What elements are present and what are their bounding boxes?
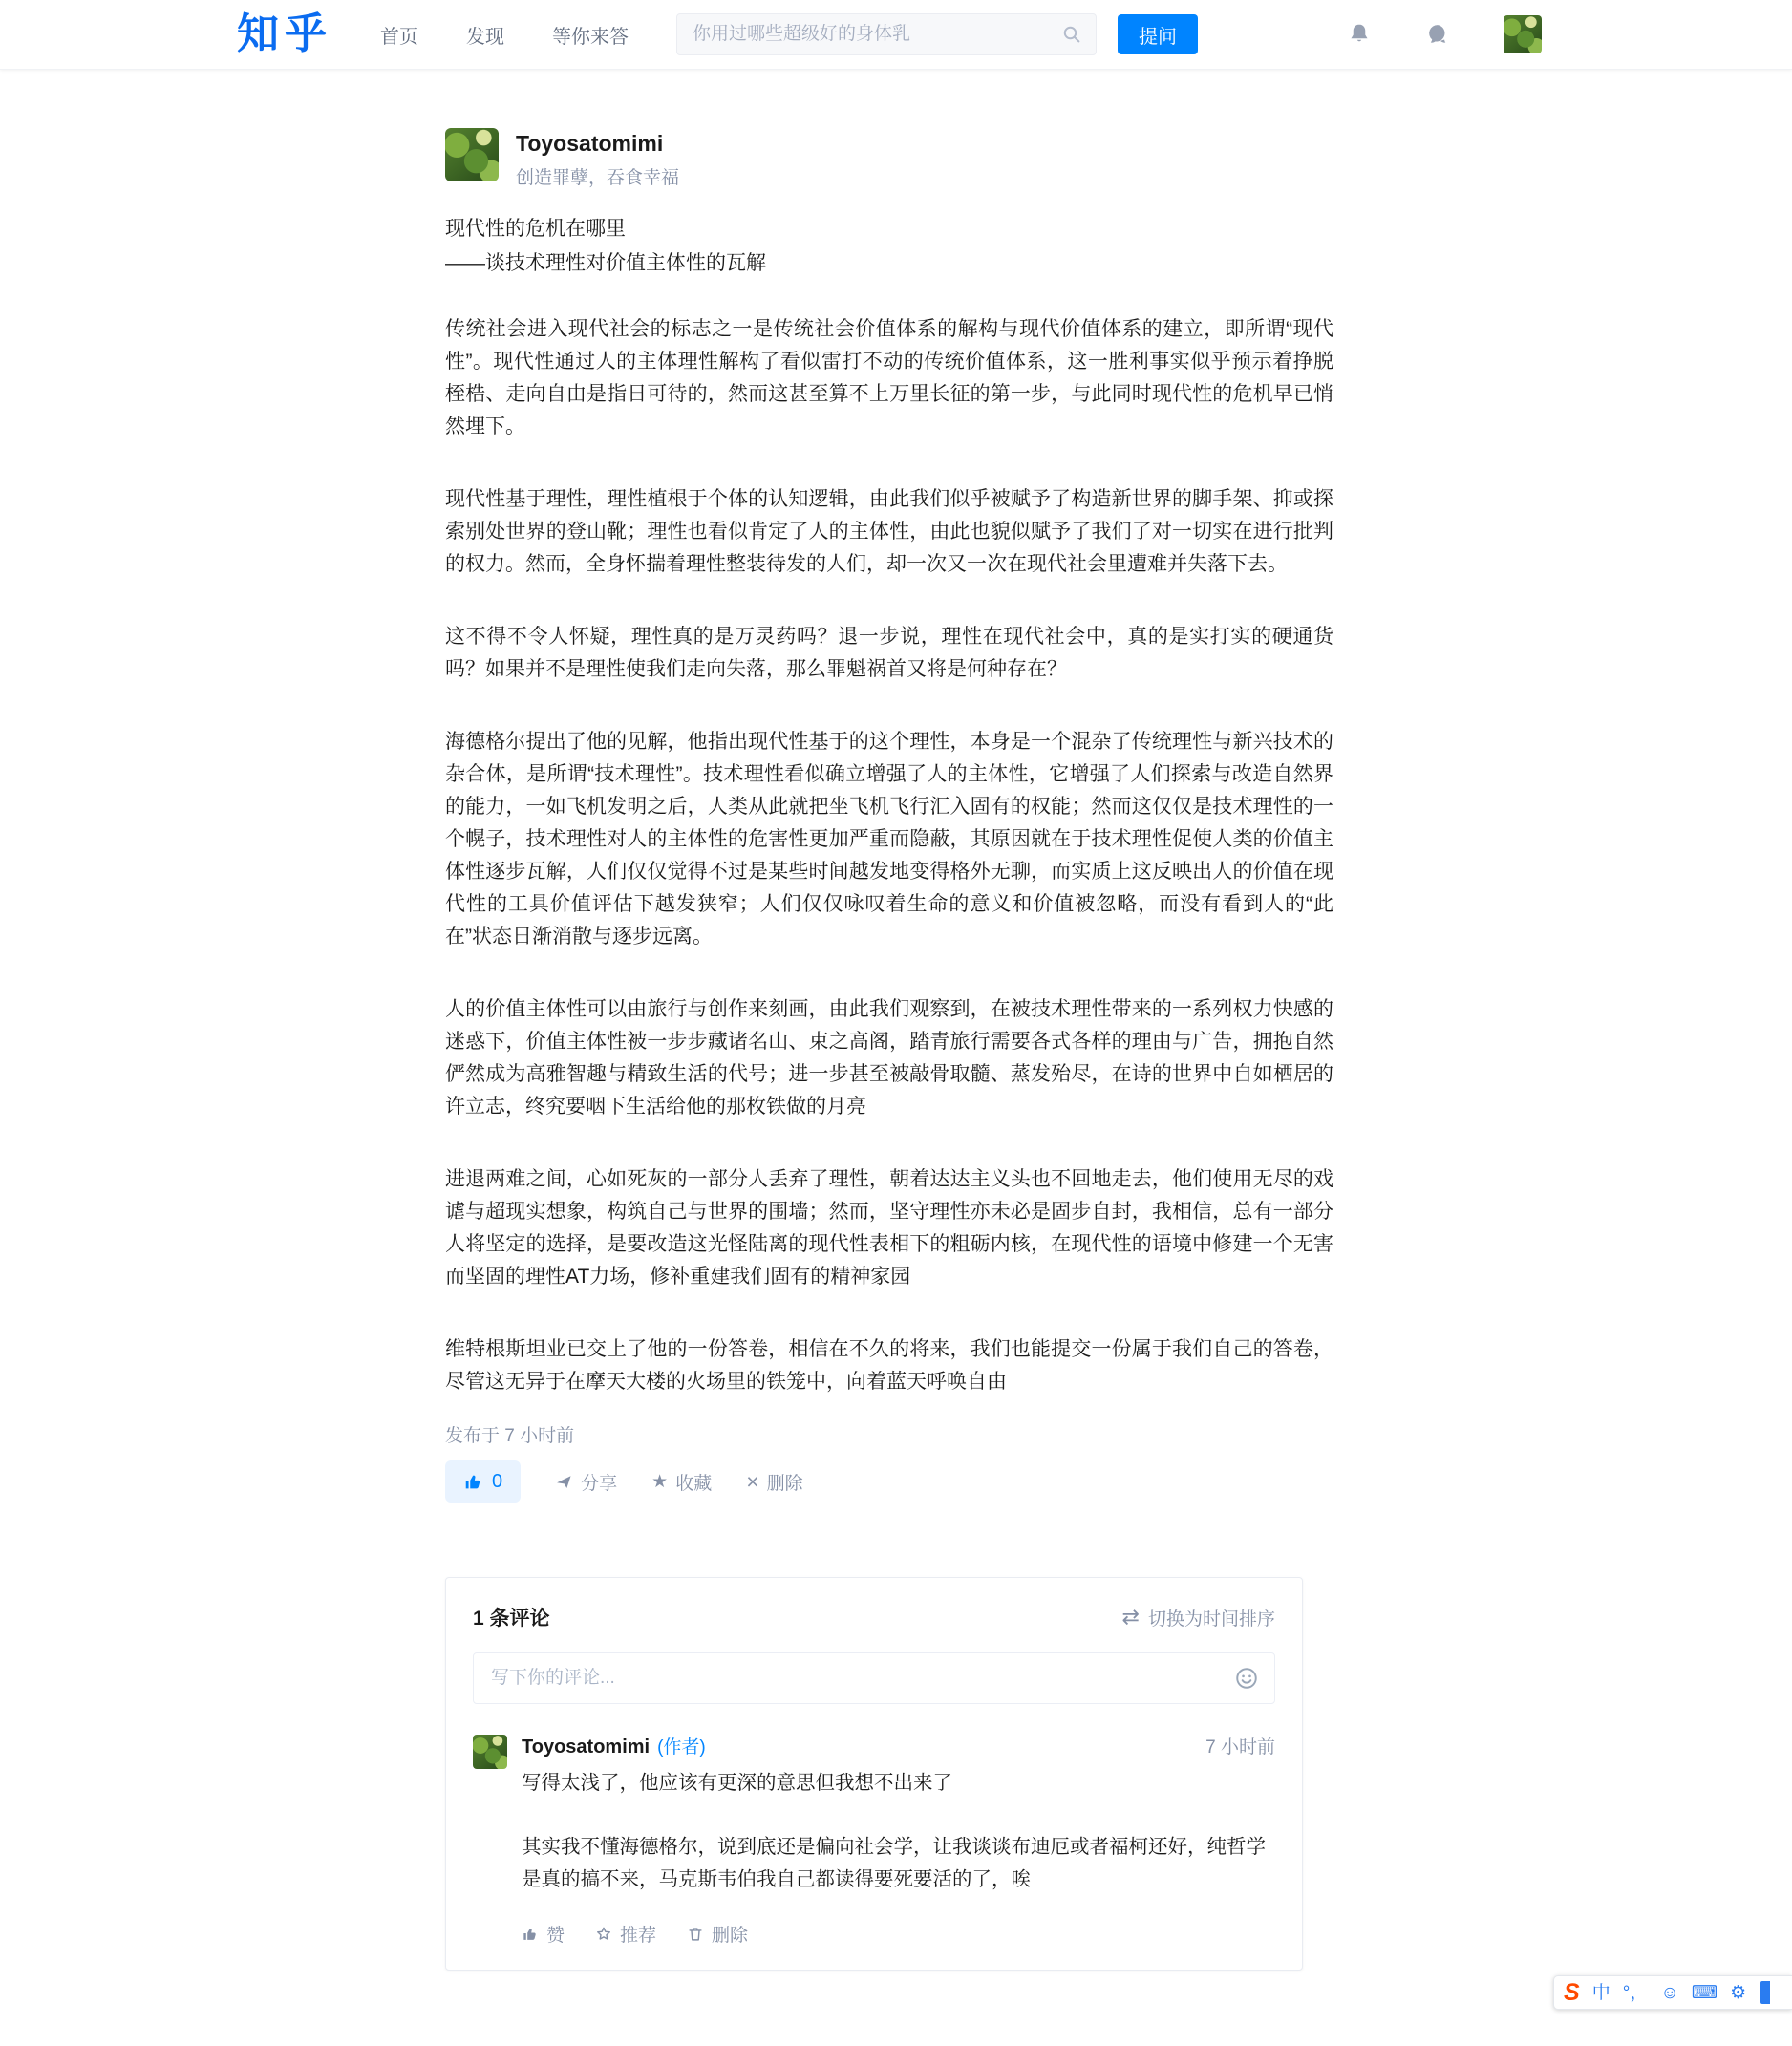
zhihu-logo[interactable]: 知乎 [237,11,332,57]
comment-paragraph: 其实我不懂海德格尔，说到底还是偏向社会学，让我谈谈布迪厄或者福柯还好，纯哲学是真的搞不来，马克斯韦伯我自己都读得要死要活的了，唉 [522,1836,1266,1890]
comment-actions [522,1921,1275,1947]
post-title-line-2: ——谈技术理性对价值主体性的瓦解 [445,252,766,274]
delete-label: 删除 [766,1473,803,1494]
comment-like-label: 赞 [546,1926,565,1946]
emoji-icon[interactable] [1234,1666,1259,1691]
trash-icon [687,1926,704,1943]
share-button[interactable] [555,1469,617,1495]
post-paragraph: 维特根斯坦业已交上了他的一份答卷，相信在不久的将来，我们也能提交一份属于我们自己的答卷，尽管这无异于在摩天大楼的火场里的铁笼中，向着蓝天呼唤自由 [445,1338,1333,1393]
comment-delete-button[interactable] [687,1921,748,1947]
comments-count: 1 条评论 [473,1608,550,1630]
comment-like-button[interactable] [522,1921,565,1947]
publish-time: 发布于 7 小时前 [445,1426,575,1446]
share-label: 分享 [581,1473,618,1494]
nav-questions[interactable]: 等你来答 [552,26,629,48]
post-title [445,212,1333,281]
share-icon [555,1473,573,1491]
ime-toolbar [1553,1975,1792,2010]
comment-recommend-label: 推荐 [620,1926,657,1946]
nav-discover[interactable]: 发现 [466,26,504,48]
post-title-line-1: 现代性的危机在哪里 [445,218,626,240]
thumb-up-icon [463,1472,483,1492]
comment-input[interactable] [489,1667,1234,1690]
post-paragraph: 传统社会进入现代社会的标志之一是传统社会价值体系的解构与现代价值体系的建立，即所谓“现代性”。现代性通过人的主体理性解构了看似雷打不动的传统价值体系，这一胜利事实似乎预示着挣脱桎梏、走向自由是指日可待的，然而这甚至算不上万里长征的第一步，与此同时现代性的危机早已悄然埋下。 [445,318,1333,437]
swap-arrows-icon: ⇄ [1121,1605,1140,1629]
sort-toggle-button[interactable] [1122,1605,1275,1630]
comment-text [522,1767,1275,1896]
sogou-logo-icon[interactable]: S [1564,1978,1580,2006]
ime-handle[interactable] [1760,1981,1770,2004]
author-badge: (作者) [657,1737,706,1758]
post-paragraph: 海德格尔提出了他的见解，他指出现代性基于的这个理性，本身是一个混杂了传统理性与新兴技术的杂合体，是所谓“技术理性”。技术理性看似确立增强了人的主体性，它增强了人们探索与改造自然界的能力，一如飞机发明之后，人类从此就把坐飞机飞行汇入固有的权能；然而这仅仅是技术理性的一个幌子，技术理性对人的主体性的危害性更加严重而隐蔽，其原因就在于技术理性促使人类的价值主体性逐步瓦解，人们仅仅觉得不过是某些时间越发地变得格外无聊，而实质上这反映出人的价值在现代性的工具价值评估下越发狭窄；人们仅仅咏叹着生命的意义和价值被忽略，而没有看到人的“此在”状态日渐消散与逐步远离。 [445,731,1333,948]
comment-delete-label: 删除 [712,1926,749,1946]
search-icon[interactable] [1061,24,1082,45]
like-count: 0 [492,1470,503,1492]
author-bio: 创造罪孽，吞食幸福 [516,168,680,188]
ime-emoji-icon[interactable]: ☺ [1660,1982,1679,2003]
delete-post-button[interactable] [746,1469,802,1495]
ime-settings-icon[interactable]: ⚙ [1730,1982,1747,2003]
ask-question-button[interactable]: 提问 [1118,14,1198,54]
comment-head [522,1733,1275,1758]
ime-punctuation-toggle[interactable]: °， [1622,1982,1649,2003]
star-icon: ★ [651,1471,669,1492]
commenter-name[interactable]: Toyosatomimi [522,1737,651,1758]
commenter-avatar[interactable] [473,1735,507,1769]
search-box[interactable] [676,13,1097,55]
post-body [445,313,1333,1398]
post-paragraph: 人的价值主体性可以由旅行与创作来刻画，由此我们观察到，在被技术理性带来的一系列权力快感的迷惑下，价值主体性被一步步藏诸名山、束之高阁，踏青旅行需要各式各样的理由与广告，拥抱自然俨然成为高雅智趣与精致生活的代号；进一步甚至被敲骨取髓、蒸发殆尽，在诗的世界中自如栖居的许立志，终究要咽下生活给他的那枚铁做的月亮 [445,998,1333,1118]
comment-main [522,1733,1275,1947]
post-paragraph: 现代性基于理性，理性植根于个体的认知逻辑，由此我们似乎被赋予了构造新世界的脚手架、抑或探索别处世界的登山靴；理性也看似肯定了人的主体性，由此也貌似赋予了我们了对一切实在进行批判的权力。然而，全身怀揣着理性整装待发的人们，却一次又一次在现代社会里遭难并失落下去。 [445,488,1333,575]
nav-links [380,21,629,49]
search-input[interactable] [691,23,1061,46]
post-article [445,128,1333,1503]
favorite-label: 收藏 [675,1473,713,1494]
author-row [445,128,1333,189]
sort-toggle-label: 切换为时间排序 [1147,1609,1275,1630]
comments-card [445,1577,1303,1971]
thumb-up-icon [522,1926,539,1943]
comment-input-box[interactable] [473,1652,1275,1704]
ime-lang-toggle[interactable]: 中 [1591,1982,1611,2003]
comment-recommend-button[interactable] [595,1921,656,1947]
comment-item [473,1733,1275,1947]
author-avatar[interactable] [445,128,499,181]
post-paragraph: 进退两难之间，心如死灰的一部分人丢弃了理性，朝着达达主义头也不回地走去，他们使用无尽的戏谑与超现实想象，构筑自己与世界的围墙；然而，坚守理性亦未必是固步自封，我相信，总有一部分人将坚定的选择，是要改造这光怪陆离的现代性表相下的粗砺内核，在现代性的语境中修建一个无害而坚固的理性AT力场，修补重建我们固有的精神家园 [445,1168,1333,1288]
bell-icon[interactable] [1347,22,1372,47]
like-button[interactable] [445,1460,521,1503]
top-navbar [0,0,1792,70]
comment-time: 7 小时前 [1205,1737,1275,1758]
author-name[interactable]: Toyosatomimi [516,131,664,156]
user-avatar[interactable] [1504,15,1542,53]
comment-paragraph: 写得太浅了，他应该有更深的意思但我想不出来了 [522,1772,952,1794]
close-icon: × [746,1468,759,1494]
comments-header [473,1603,1275,1631]
post-action-row [445,1460,1333,1503]
message-icon[interactable] [1425,22,1450,47]
star-badge-icon [595,1926,612,1943]
ime-keyboard-icon[interactable]: ⌨ [1691,1982,1718,2003]
post-paragraph: 这不得不令人怀疑，理性真的是万灵药吗？退一步说，理性在现代社会中，真的是实打实的硬通货吗？如果并不是理性使我们走向失落，那么罪魁祸首又将是何种存在？ [445,626,1333,680]
navbar-right [1347,15,1542,53]
author-info [516,128,679,189]
nav-home[interactable]: 首页 [380,26,418,48]
favorite-button[interactable] [651,1469,712,1495]
